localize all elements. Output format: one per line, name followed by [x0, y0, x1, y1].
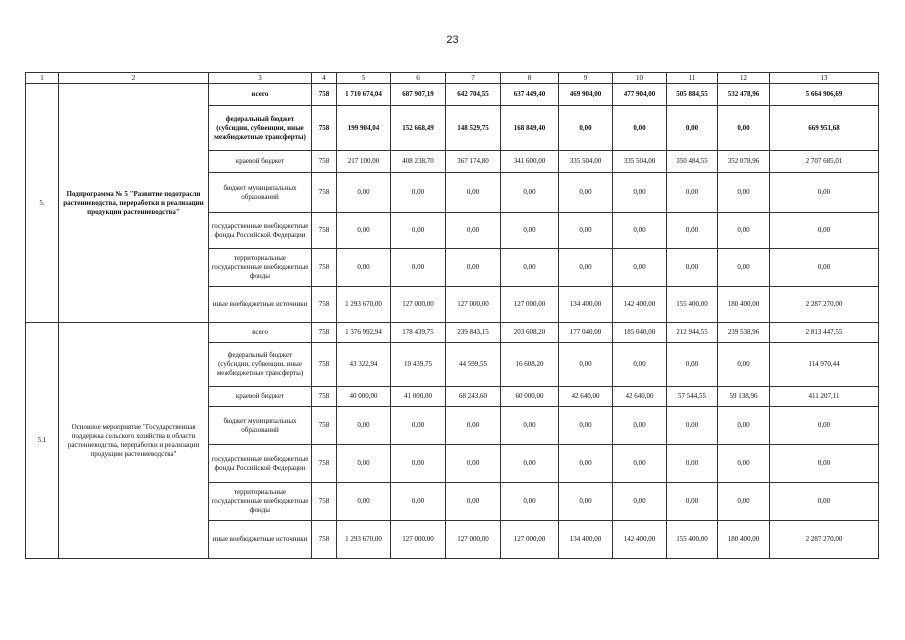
value-cell: 0,00 [613, 407, 667, 445]
value-cell: 669 951,68 [770, 106, 879, 151]
value-cell: 42 640,00 [559, 387, 613, 407]
value-cell: 127 000,00 [446, 287, 501, 323]
value-cell: 10 439,75 [391, 343, 446, 387]
value-cell: 0,00 [559, 483, 613, 521]
column-number: 10 [613, 73, 667, 84]
value-cell: 0,00 [718, 106, 770, 151]
value-cell: 0,00 [667, 106, 718, 151]
code-cell: 758 [312, 323, 337, 343]
value-cell: 127 000,00 [501, 521, 559, 559]
funding-source: государственные внебюджетные фонды Российской Федерации [209, 213, 312, 249]
value-cell: 0,00 [446, 483, 501, 521]
value-cell: 0,00 [337, 249, 391, 287]
value-cell: 1 293 670,00 [337, 287, 391, 323]
value-cell: 0,00 [501, 213, 559, 249]
funding-source: иные внебюджетные источники [209, 287, 312, 323]
value-cell: 335 504,00 [613, 151, 667, 173]
value-cell: 60 000,00 [501, 387, 559, 407]
value-cell: 469 904,00 [559, 84, 613, 106]
value-cell: 40 000,00 [337, 387, 391, 407]
value-cell: 0,00 [718, 445, 770, 483]
value-cell: 0,00 [391, 407, 446, 445]
value-cell: 239 843,15 [446, 323, 501, 343]
value-cell: 0,00 [770, 407, 879, 445]
value-cell: 239 538,96 [718, 323, 770, 343]
value-cell: 0,00 [667, 407, 718, 445]
value-cell: 2 813 447,55 [770, 323, 879, 343]
value-cell: 0,00 [613, 106, 667, 151]
value-cell: 335 504,00 [559, 151, 613, 173]
value-cell: 155 400,00 [667, 521, 718, 559]
value-cell: 1 293 670,00 [337, 521, 391, 559]
value-cell: 0,00 [501, 249, 559, 287]
value-cell: 0,00 [446, 445, 501, 483]
value-cell: 155 400,00 [667, 287, 718, 323]
value-cell: 42 640,00 [613, 387, 667, 407]
value-cell: 0,00 [718, 343, 770, 387]
funding-source: территориальные государственные внебюджетные фонды [209, 483, 312, 521]
code-cell: 758 [312, 84, 337, 106]
funding-source: федеральный бюджет (субсидии, субвенции, иные межбюджетные трансферты) [209, 106, 312, 151]
value-cell: 0,00 [613, 343, 667, 387]
value-cell: 0,00 [559, 249, 613, 287]
funding-source: территориальные государственные внебюджетные фонды [209, 249, 312, 287]
value-cell: 0,00 [667, 249, 718, 287]
value-cell: 2 287 270,00 [770, 521, 879, 559]
funding-source: бюджет муниципальных образований [209, 407, 312, 445]
value-cell: 0,00 [718, 213, 770, 249]
value-cell: 0,00 [501, 173, 559, 213]
column-number: 4 [312, 73, 337, 84]
page-number: 23 [446, 34, 459, 46]
value-cell: 114 970,44 [770, 343, 879, 387]
value-cell: 168 849,40 [501, 106, 559, 151]
value-cell: 0,00 [391, 445, 446, 483]
value-cell: 0,00 [718, 249, 770, 287]
value-cell: 43 322,94 [337, 343, 391, 387]
value-cell: 0,00 [501, 407, 559, 445]
column-number: 2 [59, 73, 209, 84]
value-cell: 411 207,11 [770, 387, 879, 407]
value-cell: 0,00 [337, 483, 391, 521]
value-cell: 134 400,00 [559, 287, 613, 323]
value-cell: 57 544,55 [667, 387, 718, 407]
funding-source: краевой бюджет [209, 151, 312, 173]
value-cell: 5 664 906,69 [770, 84, 879, 106]
table-row [26, 323, 879, 343]
value-cell: 0,00 [718, 407, 770, 445]
value-cell: 59 138,96 [718, 387, 770, 407]
value-cell: 180 400,00 [718, 521, 770, 559]
table-row [26, 84, 879, 106]
value-cell: 0,00 [391, 483, 446, 521]
value-cell: 0,00 [667, 173, 718, 213]
value-cell: 0,00 [667, 213, 718, 249]
code-cell: 758 [312, 287, 337, 323]
value-cell: 637 449,40 [501, 84, 559, 106]
value-cell: 0,00 [446, 213, 501, 249]
value-cell: 0,00 [337, 407, 391, 445]
value-cell: 177 040,00 [559, 323, 613, 343]
value-cell: 16 608,20 [501, 343, 559, 387]
value-cell: 687 907,19 [391, 84, 446, 106]
value-cell: 127 000,00 [391, 287, 446, 323]
value-cell: 1 376 992,94 [337, 323, 391, 343]
value-cell: 0,00 [559, 213, 613, 249]
value-cell: 0,00 [559, 407, 613, 445]
value-cell: 0,00 [613, 249, 667, 287]
value-cell: 127 000,00 [501, 287, 559, 323]
value-cell: 0,00 [613, 213, 667, 249]
funding-source: бюджет муниципальных образований [209, 173, 312, 213]
value-cell: 142 400,00 [613, 521, 667, 559]
value-cell: 642 704,55 [446, 84, 501, 106]
section-name: Подпрограмма № 5 "Развитие подотрасли растениеводства, переработки и реализации продукции растениеводства" [59, 84, 209, 323]
section-number: 5. [26, 84, 59, 323]
value-cell: 142 400,00 [613, 287, 667, 323]
value-cell: 0,00 [446, 249, 501, 287]
funding-source: федеральный бюджет (субсидии, субвенции, иные межбюджетные трансферты) [209, 343, 312, 387]
value-cell: 0,00 [667, 483, 718, 521]
value-cell: 0,00 [613, 445, 667, 483]
value-cell: 0,00 [337, 445, 391, 483]
value-cell: 477 904,00 [613, 84, 667, 106]
value-cell: 341 600,00 [501, 151, 559, 173]
code-cell: 758 [312, 387, 337, 407]
value-cell: 0,00 [559, 173, 613, 213]
value-cell: 0,00 [559, 343, 613, 387]
value-cell: 127 000,00 [446, 521, 501, 559]
value-cell: 0,00 [391, 213, 446, 249]
code-cell: 758 [312, 343, 337, 387]
value-cell: 217 100,00 [337, 151, 391, 173]
value-cell: 41 000,00 [391, 387, 446, 407]
value-cell: 408 238,70 [391, 151, 446, 173]
code-cell: 758 [312, 213, 337, 249]
column-number-row [26, 73, 879, 84]
value-cell: 0,00 [667, 343, 718, 387]
value-cell: 0,00 [446, 173, 501, 213]
code-cell: 758 [312, 106, 337, 151]
column-number: 12 [718, 73, 770, 84]
value-cell: 68 243,60 [446, 387, 501, 407]
funding-source: краевой бюджет [209, 387, 312, 407]
column-number: 8 [501, 73, 559, 84]
column-number: 9 [559, 73, 613, 84]
value-cell: 0,00 [501, 483, 559, 521]
value-cell: 127 000,00 [391, 521, 446, 559]
value-cell: 148 529,75 [446, 106, 501, 151]
column-number: 13 [770, 73, 879, 84]
value-cell: 0,00 [770, 249, 879, 287]
section-number: 5.1 [26, 323, 59, 559]
value-cell: 0,00 [501, 445, 559, 483]
value-cell: 0,00 [667, 445, 718, 483]
value-cell: 0,00 [391, 249, 446, 287]
value-cell: 199 904,04 [337, 106, 391, 151]
value-cell: 0,00 [613, 483, 667, 521]
column-number: 3 [209, 73, 312, 84]
code-cell: 758 [312, 407, 337, 445]
value-cell: 532 478,96 [718, 84, 770, 106]
value-cell: 0,00 [770, 483, 879, 521]
code-cell: 758 [312, 445, 337, 483]
column-number: 5 [337, 73, 391, 84]
value-cell: 2 707 685,01 [770, 151, 879, 173]
value-cell: 0,00 [718, 173, 770, 213]
code-cell: 758 [312, 521, 337, 559]
value-cell: 1 710 674,04 [337, 84, 391, 106]
value-cell: 0,00 [391, 173, 446, 213]
value-cell: 505 884,55 [667, 84, 718, 106]
budget-table [25, 72, 879, 559]
value-cell: 2 287 270,00 [770, 287, 879, 323]
value-cell: 0,00 [613, 173, 667, 213]
value-cell: 0,00 [770, 173, 879, 213]
value-cell: 352 078,96 [718, 151, 770, 173]
value-cell: 0,00 [770, 445, 879, 483]
funding-source: всего [209, 323, 312, 343]
value-cell: 134 400,00 [559, 521, 613, 559]
value-cell: 203 608,20 [501, 323, 559, 343]
code-cell: 758 [312, 249, 337, 287]
value-cell: 350 484,55 [667, 151, 718, 173]
value-cell: 178 439,75 [391, 323, 446, 343]
section-name: Основное мероприятие "Государственная поддержка сельского хозяйства в области растениеводства, переработки и реализации продукции растениеводства" [59, 323, 209, 559]
value-cell: 185 040,00 [613, 323, 667, 343]
value-cell: 0,00 [337, 213, 391, 249]
column-number: 11 [667, 73, 718, 84]
column-number: 1 [26, 73, 59, 84]
code-cell: 758 [312, 173, 337, 213]
value-cell: 0,00 [337, 173, 391, 213]
value-cell: 0,00 [718, 483, 770, 521]
column-number: 6 [391, 73, 446, 84]
funding-source: иные внебюджетные источники [209, 521, 312, 559]
value-cell: 180 400,00 [718, 287, 770, 323]
value-cell: 44 599,55 [446, 343, 501, 387]
code-cell: 758 [312, 483, 337, 521]
code-cell: 758 [312, 151, 337, 173]
value-cell: 0,00 [770, 213, 879, 249]
value-cell: 367 174,80 [446, 151, 501, 173]
value-cell: 0,00 [559, 445, 613, 483]
value-cell: 0,00 [446, 407, 501, 445]
funding-source: государственные внебюджетные фонды Российской Федерации [209, 445, 312, 483]
value-cell: 212 944,55 [667, 323, 718, 343]
value-cell: 0,00 [559, 106, 613, 151]
funding-source: всего [209, 84, 312, 106]
value-cell: 152 668,49 [391, 106, 446, 151]
column-number: 7 [446, 73, 501, 84]
